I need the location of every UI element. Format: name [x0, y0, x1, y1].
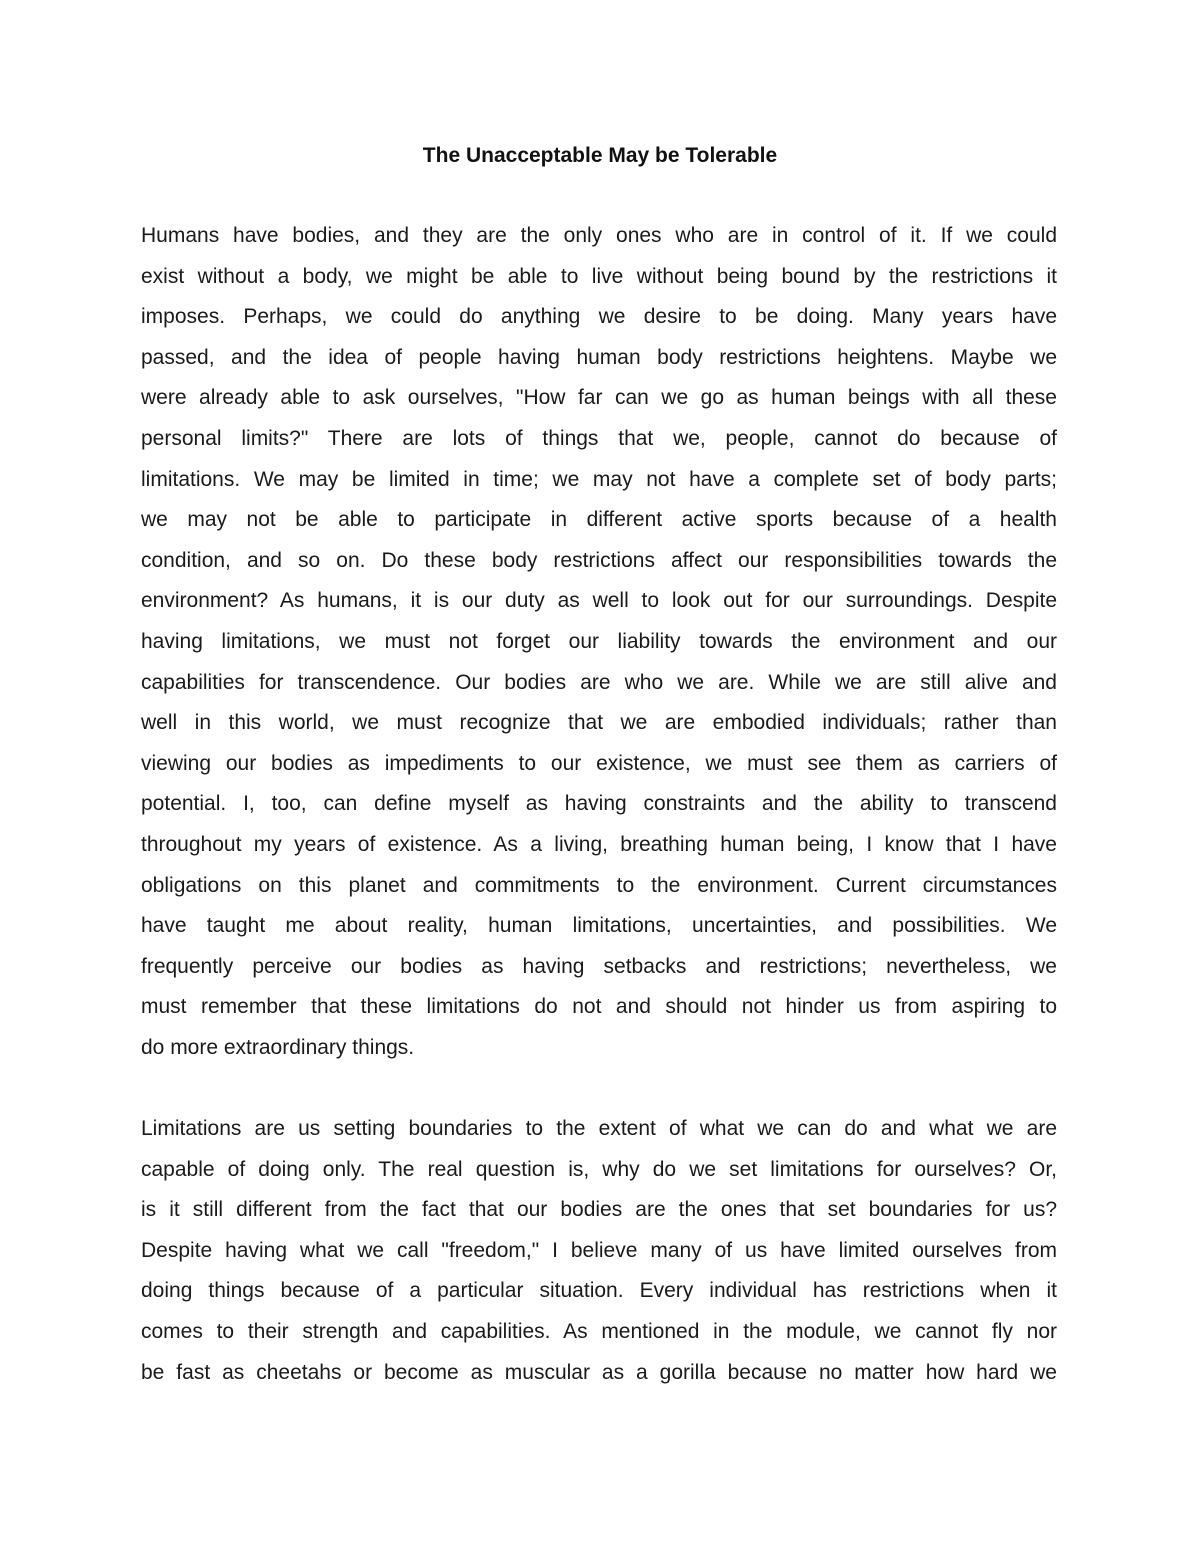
paragraph-line: passed, and the idea of people having human body restrictions heightens. Maybe we	[141, 345, 1057, 369]
paragraph-line: viewing our bodies as impediments to our existence, we must see them as carriers of	[141, 751, 1057, 775]
paragraph-line: environment? As humans, it is our duty as well to look out for our surroundings. Despite	[141, 589, 1057, 613]
paragraph-1	[141, 216, 1057, 1068]
paragraph-line: limitations. We may be limited in time; we may not have a complete set of body parts;	[141, 467, 1057, 491]
paragraph-line: obligations on this planet and commitments to the environment. Current circumstances	[141, 873, 1057, 897]
paragraph-line: must remember that these limitations do not and should not hinder us from aspiring to	[141, 995, 1057, 1019]
paragraph-line: comes to their strength and capabilities. As mentioned in the module, we cannot fly nor	[141, 1319, 1057, 1343]
paragraph-line: personal limits?" There are lots of things that we, people, cannot do because of	[141, 426, 1057, 450]
paragraph-line: Despite having what we call "freedom," I believe many of us have limited ourselves from	[141, 1238, 1057, 1262]
paragraph-line: well in this world, we must recognize that we are embodied individuals; rather than	[141, 711, 1057, 735]
paragraph-line: be fast as cheetahs or become as muscular as a gorilla because no matter how hard we	[141, 1360, 1057, 1384]
paragraph-line: doing things because of a particular situation. Every individual has restrictions when it	[141, 1279, 1057, 1303]
paragraph-line: exist without a body, we might be able to live without being bound by the restrictions it	[141, 264, 1057, 288]
paragraph-line: have taught me about reality, human limitations, uncertainties, and possibilities. We	[141, 914, 1057, 938]
paragraph-line: do more extraordinary things.	[141, 1035, 415, 1059]
paragraph-line: is it still different from the fact that our bodies are the ones that set boundaries for us?	[141, 1198, 1057, 1222]
paragraph-2	[141, 1109, 1057, 1393]
paragraph-line: throughout my years of existence. As a living, breathing human being, I know that I have	[141, 832, 1057, 856]
paragraph-line: having limitations, we must not forget our liability towards the environment and our	[141, 629, 1057, 653]
paragraph-line: frequently perceive our bodies as having setbacks and restrictions; nevertheless, we	[141, 954, 1057, 978]
paragraph-line: imposes. Perhaps, we could do anything we desire to be doing. Many years have	[141, 305, 1057, 329]
document-title: The Unacceptable May be Tolerable	[422, 144, 778, 167]
paragraph-line: capable of doing only. The real question is, why do we set limitations for ourselves? Or,	[141, 1157, 1057, 1181]
paragraph-line: potential. I, too, can define myself as having constraints and the ability to transcend	[141, 792, 1057, 816]
paragraph-line: capabilities for transcendence. Our bodies are who we are. While we are still alive and	[141, 670, 1057, 694]
paragraph-line: we may not be able to participate in different active sports because of a health	[141, 508, 1057, 532]
paragraph-line: condition, and so on. Do these body restrictions affect our responsibilities towards the	[141, 548, 1057, 572]
paragraph-line: were already able to ask ourselves, "How far can we go as human beings with all these	[141, 386, 1057, 410]
paragraph-line: Limitations are us setting boundaries to the extent of what we can do and what we are	[141, 1117, 1057, 1140]
paragraph-line: Humans have bodies, and they are the only ones who are in control of it. If we could	[141, 224, 1057, 247]
